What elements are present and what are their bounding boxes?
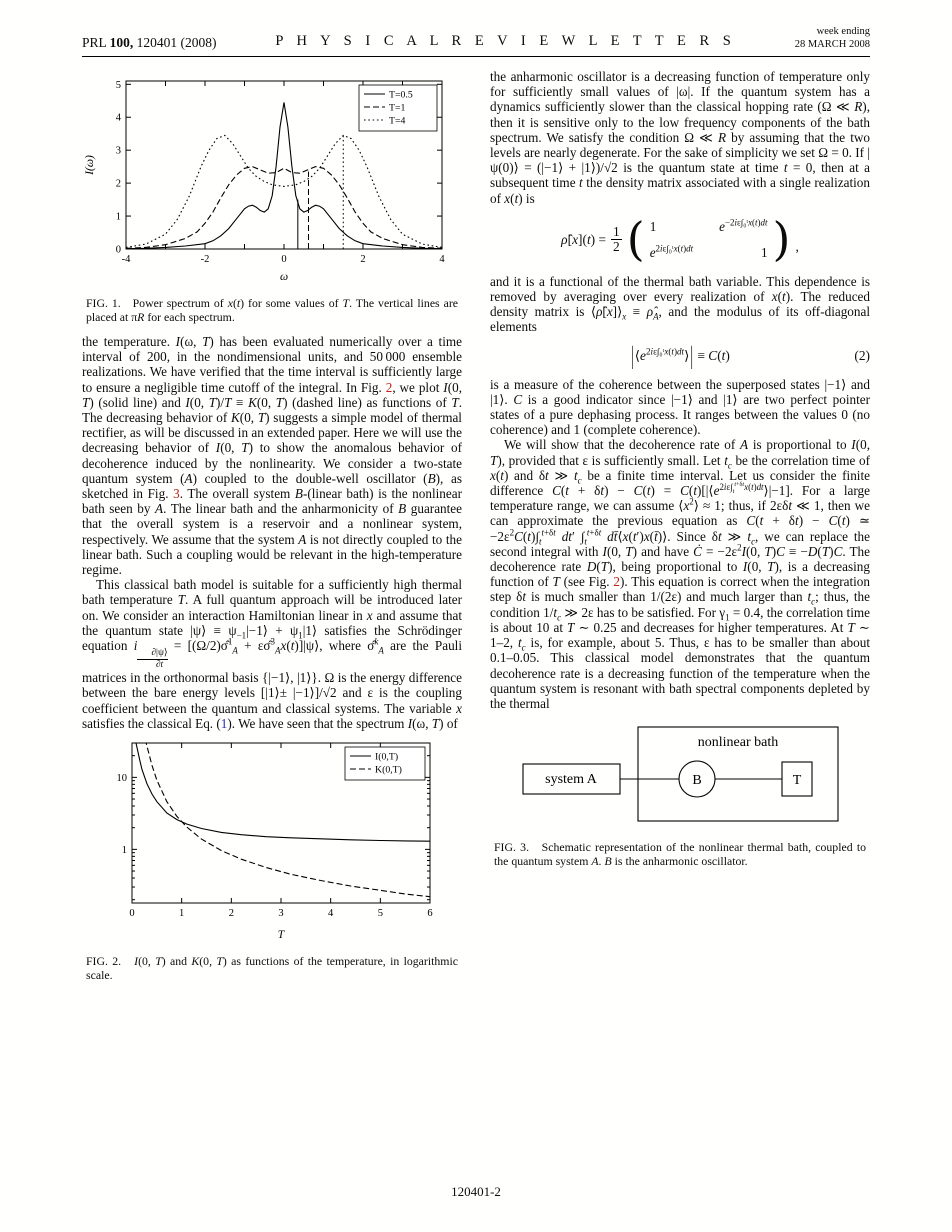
page-number: 120401-2 xyxy=(451,1184,501,1199)
left-column xyxy=(82,69,462,992)
fraction-one-half: $\frac{1}{2}$ xyxy=(613,223,620,255)
svg-text:0: 0 xyxy=(281,254,287,265)
body-paragraph: the temperature. I(ω, T) has been evaluated numerically over a time interval of 200, in the nondimensional units, and 50 000 ensemble realizations. We have verified that the time interval is sufficiently large to ensure a negligible time cutoff of the integral. In Fig. 2, we plot I(0, T) (solid line) and I(0, T)/T ≡ K(0, T) (dashed line) as functions of T. The decreasing behavior of K(0, T) suggests a simple model of thermal rectifier, as will be discussed in an extended paper. Here we will use the decreasing behavior of I(0, T) to show the anomalous behavior of decoherence induced by the nonlinearity. We consider a two-state quantum system (A) coupled to the double-well oscillator (B), as sketched in Fig. 3. The overall system B-(linear bath) is the nonlinear bath seen by A. The linear bath and the anharmonicity of B guarantee that the overall system is a reservoir and a nonlinear system, respectively. We assume that the system A is not directly coupled to the linear bath. Such a coupling would be relevant in the high-temperature regime. xyxy=(82,334,463,578)
figure-2-caption: FIG. 2. I(0, T) and K(0, T) as functions of the temperature, in logarithmic scale. xyxy=(86,953,458,982)
body-paragraph: This classical bath model is suitable for a sufficiently high thermal bath temperature T. A full quantum approach will be introduced later on. We consider an interaction Hamiltonian linear in x and assume that the quantum state |ψ⟩ ≡ $\psi_{-1}|-1⟩$ + $\psi_1|1⟩$ satisfies the Schrödinger equation i $\frac{\partial|\psi⟩}{\partial t}$ = [(Ω/2)σ̂$^1_A$ + εσ̂$^3_A$x(t)]|ψ⟩, where σ̂$^k_A$ are the Pauli matrices in the orthonormal basis {|−1⟩, |1⟩}. Ω is the energy difference between the bare energy levels [|1⟩± |−1⟩]/√2 and ε is the coupling coefficient between the quantum and classical systems. The variable x satisfies the classical Eq. (1). We have seen that the spectrum I(ω, T) of xyxy=(82,577,463,731)
svg-text:1: 1 xyxy=(179,907,185,919)
svg-text:3: 3 xyxy=(115,145,121,157)
svg-text:3: 3 xyxy=(278,907,284,919)
figure-3-caption: FIG. 3. Schematic representation of the nonlinear thermal bath, coupled to the quantum system A. B is the anharmonic oscillator. xyxy=(494,840,866,869)
svg-text:2: 2 xyxy=(360,254,366,265)
svg-text:1: 1 xyxy=(115,211,121,223)
svg-text:I(0,T): I(0,T) xyxy=(375,751,399,763)
equation-2-number: (2) xyxy=(854,347,870,363)
oscillator-b-label: B xyxy=(692,773,702,789)
equation-density-matrix: ρ̂[x](t) = $\frac{1}{2}$ ( 1 $e^{-2i\varepsilon\int_0ᵗx(t)dt}$ $e^{2i\varepsilon\int_0ᵗx(t)dt}$ 1 ) , xyxy=(561,212,799,267)
week-ending-label: week ending xyxy=(816,26,870,37)
svg-text:0: 0 xyxy=(129,907,135,919)
journal-reference: PRL 100, 120401 (2008) xyxy=(82,35,217,50)
page-header xyxy=(0,0,952,51)
figure-2 xyxy=(92,735,462,948)
figure-1-caption: FIG. 1. Power spectrum of x(t) for some values of T. The vertical lines are placed at πR for each spectrum. xyxy=(86,296,459,324)
body-paragraph: We will show that the decoherence rate of A is proportional to I(0, T), provided that ε is sufficiently small. Let $t_c$ be the correlation time of x(t) and δt ≫ $t_c$ be a finite time interval. Let us consider the finite difference $C(t + \delta t) - C(t) = C(t)[|⟨e^{2i\varepsilon\int_t^{t+\delta t}x(t)dt}⟩|-1]$. For a large temperature range, we can assume $⟨x^2⟩ \approx 1$; thus, if 2εδt ≪ 1, then we can approximate the previous equation as C(t + δt) − C(t) ≃ $-2\varepsilon^2C(t)\int_t^{t+\delta t}$ dt′ $\int_t^{t+\delta t}$ dt̄⟨x(t′)x(t̄)⟩. Since δt ≫ $t_c$, we can replace the second integral with I(0, T) and have Ċ = $-2\varepsilon^2I(0$, T)C ≡ −D(T)C. The decoherence rate D(T), being proportional to I(0, T), is a decreasing function of T (see Fig. 2). This equation is correct when the integration step δt is much smaller than 1/(2ε) and much larger than $t_c$; thus, the condition $1/t_c$ ≫ 2ε has to be satisfied. For $\gamma_1 = 0.4$, the correlation time is about 10 at T ∼ 0.25 and decreases for higher temperatures. At T ∼ 1–2, $t_c$ is, for example, about 5. Thus, ε has to be smaller than about 0.1–0.05. This classical model demonstrates that the quantum decoherence rate is a decreasing function of the temperature when the quantum system is resonant with bath spectral components depleted by the thermal xyxy=(490,437,871,711)
issue-date-value: 28 MARCH 2008 xyxy=(794,38,870,50)
svg-text:2: 2 xyxy=(115,178,121,190)
figure-1-plot xyxy=(82,71,454,285)
issue-date xyxy=(795,26,870,51)
svg-text:-4: -4 xyxy=(121,254,131,265)
svg-text:I(ω): I(ω) xyxy=(84,155,96,175)
svg-text:T: T xyxy=(277,928,285,941)
right-parenthesis: ) xyxy=(772,212,791,267)
svg-text:10: 10 xyxy=(116,772,127,784)
figure-3 xyxy=(518,721,870,834)
svg-text:4: 4 xyxy=(439,254,445,265)
svg-text:ω: ω xyxy=(279,271,289,283)
journal-title: P H Y S I C A L R E V I E W L E T T E R S xyxy=(275,33,736,49)
nonlinear-bath-label: nonlinear bath xyxy=(697,735,779,751)
equation-2 xyxy=(490,340,870,369)
svg-text:5: 5 xyxy=(115,79,121,91)
body-paragraph: and it is a functional of the thermal bath variable. This dependence is removed by averaging over every realization of x(t). The reduced density matrix is $⟨\rhô[x]⟩_x$ ≡ $\rhô_A$, and the modulus of its off-diagonal elements xyxy=(490,273,871,335)
svg-text:T=0.5: T=0.5 xyxy=(389,89,413,101)
figure-1 xyxy=(82,71,462,290)
svg-text:-2: -2 xyxy=(200,254,210,265)
svg-text:T=4: T=4 xyxy=(389,115,406,127)
density-matrix: 1 $e^{-2i\varepsilon\int_0ᵗx(t)dt}$ $e^{2i\varepsilon\int_0ᵗx(t)dt}$ 1 xyxy=(649,217,768,260)
svg-text:4: 4 xyxy=(115,112,121,124)
equation-2-body: $|⟨e^{2i\varepsilon\int_0ᵗx(t)dt}⟩| \equiv C(t)$ xyxy=(631,340,730,369)
equation-lhs: ρ̂[x](t) = xyxy=(561,231,607,247)
figure-3-schematic xyxy=(518,721,848,829)
header-rule xyxy=(82,56,870,57)
body-paragraph: is a measure of the coherence between the superposed states |−1⟩ and |1⟩. C is a good indicator since |−1⟩ and |1⟩ are two perfect pointer states of a pure dephasing process. It ranges between the values 0 (no coherence) and 1 (complete coherence). xyxy=(490,376,870,438)
body-paragraph: the anharmonic oscillator is a decreasing function of temperature only for sufficiently small values of |ω|. If the quantum system has a dynamics sufficiently slower than the classical hopping rate (Ω ≪ R), then it is sensitive only to the low frequency components of the bath spectrum. We satisfy the condition Ω ≪ R by assuming that the two levels are nearly degenerate. For the sake of simplicity we set Ω = 0. If |ψ(0)⟩ = (|−1⟩ + |1⟩)/√2 is the quantum state at time t = 0, then at a subsequent time t the density matrix associated with a single realization of x(t) is xyxy=(490,69,870,206)
svg-text:0: 0 xyxy=(115,244,121,256)
svg-text:6: 6 xyxy=(427,907,433,919)
svg-text:K(0,T): K(0,T) xyxy=(375,764,402,776)
svg-text:1: 1 xyxy=(121,844,127,856)
svg-text:2: 2 xyxy=(228,907,234,919)
svg-text:T=1: T=1 xyxy=(389,102,406,114)
right-column xyxy=(490,69,870,992)
thermostat-t-label: T xyxy=(792,773,802,789)
svg-text:4: 4 xyxy=(328,907,334,919)
svg-text:5: 5 xyxy=(377,907,383,919)
system-a-label: system A xyxy=(545,772,597,788)
figure-2-plot xyxy=(92,735,444,943)
two-column-body xyxy=(0,69,952,992)
left-parenthesis: ( xyxy=(626,212,645,267)
